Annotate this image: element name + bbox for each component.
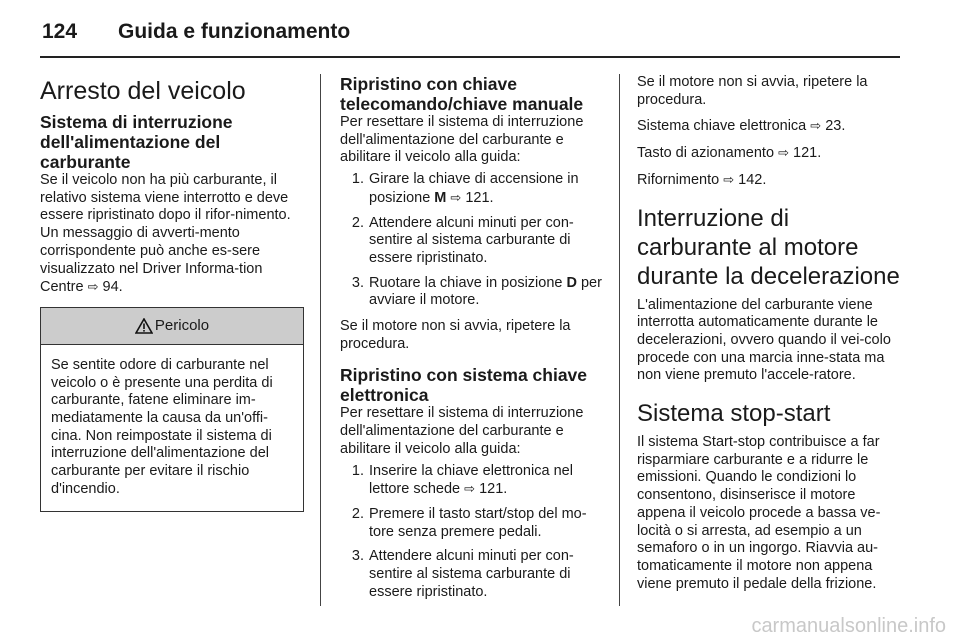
warning-box [40,307,304,512]
chapter-title: Guida e funzionamento [118,20,351,43]
page-number: 124 [42,20,78,43]
page-header [42,20,350,44]
paragraph: Il sistema Start-stop contribuisce a far risparmiare carburante e a ridurre le emissioni. Quando le condizioni lo consentono, disinserisce il motore appena il veicolo procede a bassa ve-locità o si arresta, ad esempio a un semaforo o in un ingorgo. Riavvia au-tomaticamente il motore non appena viene premuto il pedale della frizione. [637,434,881,592]
page-link[interactable]: 121. [793,145,822,162]
page-link[interactable]: 94. [102,279,123,296]
list-item: 3. Ruotare la chiave in posizione D per avviare il motore. [351,274,602,309]
page-link[interactable]: 142. [738,171,767,188]
page-link[interactable]: 121. [479,481,508,498]
header-rule [40,56,900,58]
section-title: Interruzione di carburante al motore durante la decelerazione [637,204,900,290]
page-reference-icon: ⇨ [723,171,735,187]
page-reference-icon: ⇨ [778,145,789,161]
column-divider [320,74,321,606]
column-1 [40,74,304,512]
warning-triangle-icon [135,318,153,334]
steps-list [340,171,604,310]
reference-line: Sistema chiave elettronica ⇨ 23. [637,118,846,135]
column-2 [340,74,604,609]
column-3 [637,74,905,601]
page-link[interactable]: 121. [465,189,494,206]
subsection-title: Ripristino con chiave telecomando/chiave manuale [340,74,584,114]
reference-line: Tasto di azionamento ⇨ 121. [637,145,822,162]
page-reference-icon: ⇨ [87,279,99,295]
list-item: 1. Inserire la chiave elettronica nel lettore schede ⇨ 121. [351,462,573,498]
warning-title: Pericolo [154,317,210,335]
warning-body: Se sentite odore di carburante nel veicolo o è presente una perdita di carburante, fatene eliminare im-mediatamente la causa da un'offi-cina. Non reimpostate il sistema di interruzione dell'alimentazione del carburante per evitare il rischio d'incendio. [51,356,273,497]
list-item: 2. Attendere alcuni minuti per con-sentire al sistema carburante di essere ripristinato. [351,214,574,266]
reference-line: Rifornimento ⇨ 142. [637,171,767,188]
list-item: 3. Attendere alcuni minuti per con-sentire al sistema carburante di essere ripristinato. [351,548,574,600]
subsection-title: Sistema di interruzione dell'alimentazione del carburante [40,112,233,172]
column-divider [619,74,620,606]
watermark: carmanualsonline.info [751,615,946,637]
warning-header [41,308,303,345]
list-item: 2. Premere il tasto start/stop del mo-tore senza premere pedali. [351,505,587,540]
page-reference-icon: ⇨ [464,481,476,497]
page-link[interactable]: 23. [825,118,846,135]
paragraph: Se il motore non si avvia, ripetere la procedura. [340,318,571,352]
page-reference-icon: ⇨ [450,189,462,205]
subsection-title: Ripristino con sistema chiave elettronica [340,365,588,406]
paragraph: Se il motore non si avvia, ripetere la procedura. [637,74,868,108]
paragraph: Se il veicolo non ha più carburante, il relativo sistema viene interrotto e deve essere ripristinato dopo il rifor-nimento. Un messaggio di avverti-mento corrispondente può anche es-sere visualizzato nel Driver Informa-tion Centre ⇨ 94. [40,172,291,296]
page-reference-icon: ⇨ [810,118,822,134]
paragraph: Per resettare il sistema di interruzione dell'alimentazione del carburante e abilitare il veicolo alla guida: [340,114,584,166]
paragraph: Per resettare il sistema di interruzione dell'alimentazione del carburante e abilitare il veicolo alla guida: [340,405,584,457]
paragraph: L'alimentazione del carburante viene interrotta automaticamente durante le decelerazioni, ovvero quando il vei-colo procede con una marcia inne-stata ma non viene premuto l'accele-ratore. [637,296,891,384]
section-title: Arresto del veicolo [40,77,246,105]
section-title: Sistema stop-start [637,400,831,428]
steps-list [340,463,604,602]
list-item: 1. Girare la chiave di accensione in posizione M ⇨ 121. [351,171,579,206]
